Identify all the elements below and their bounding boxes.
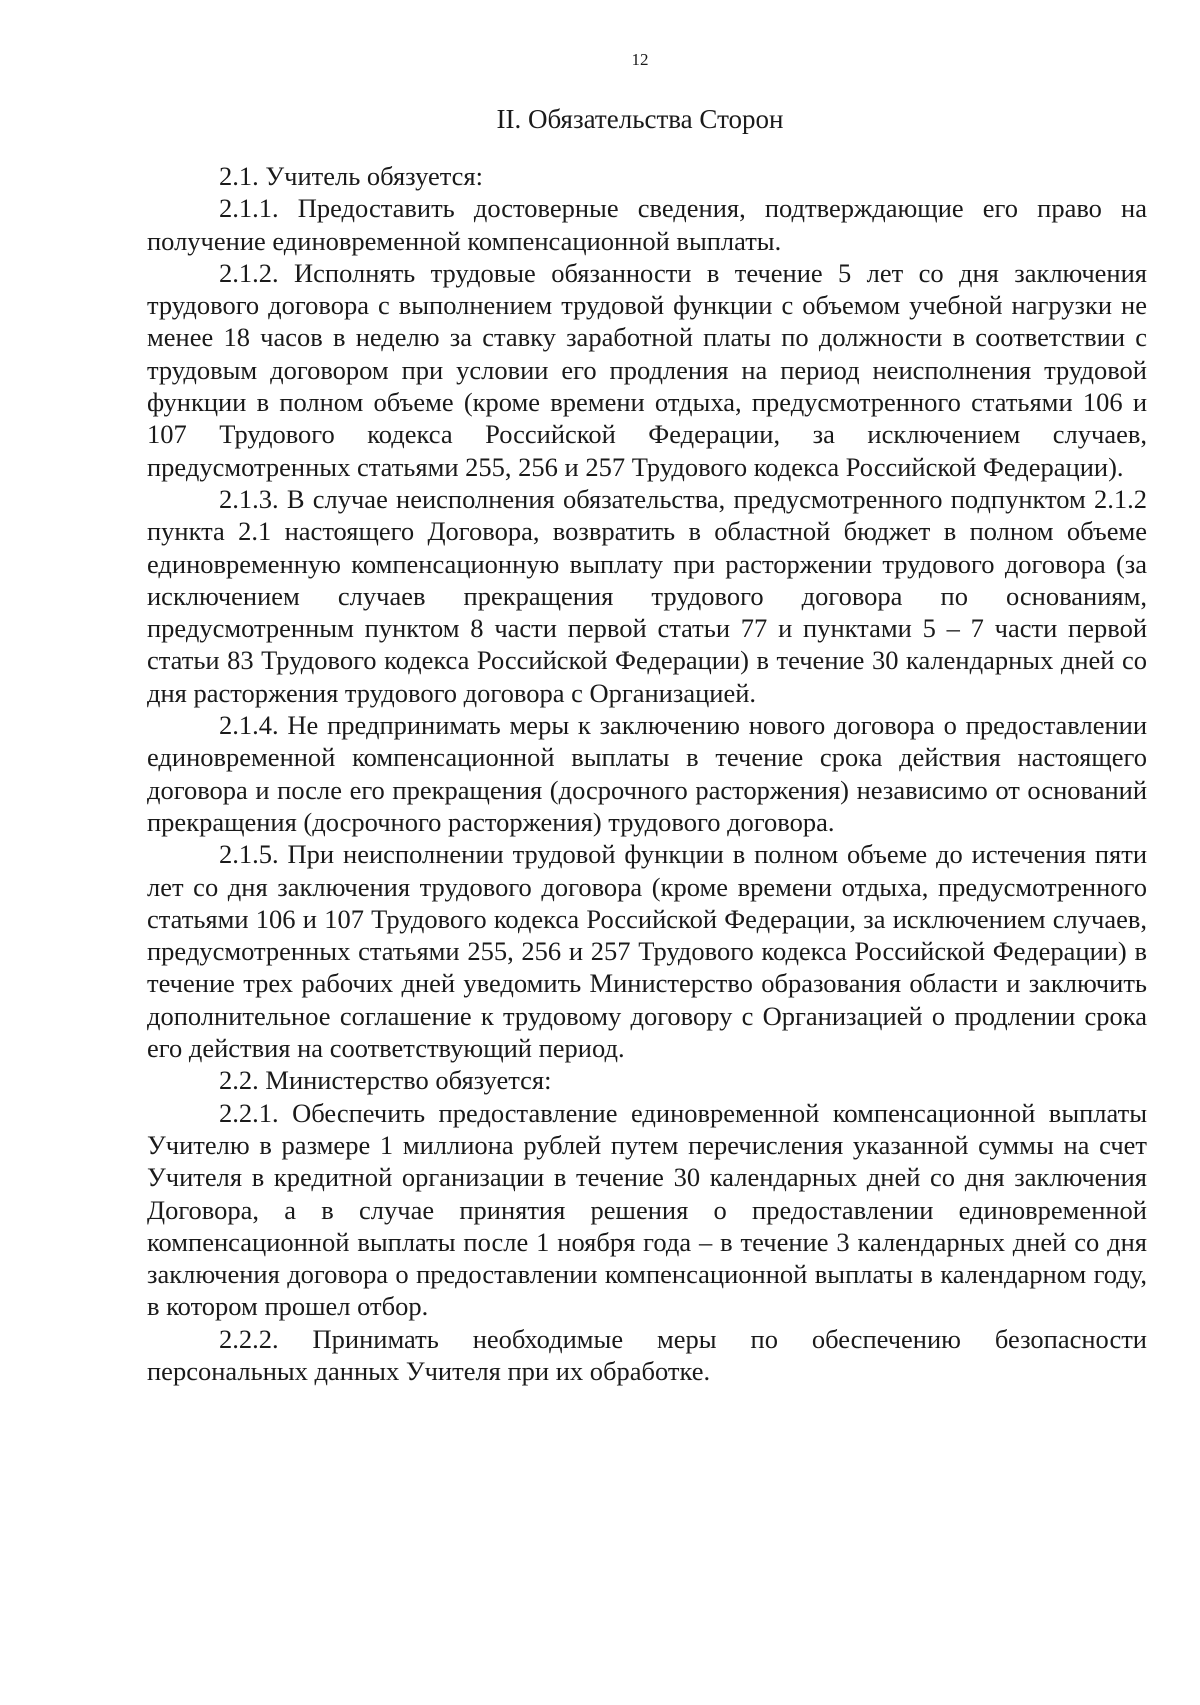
paragraph-2-1-1: 2.1.1. Предоставить достоверные сведения, подтверждающие его право на получение единовременной компенсационной выплаты. <box>147 193 1147 256</box>
paragraph-2-1-3: 2.1.3. В случае неисполнения обязательства, предусмотренного подпунктом 2.1.2 пункта 2.1 настоящего Договора, возвратить в областной бюджет в полном объеме единовременную компенсационную выплату при расторжении трудового договора (за исключением случаев прекращения трудового договора по основаниям, предусмотренным пунктом 8 части первой статьи 77 и пунктами 5 – 7 части первой статьи 83 Трудового кодекса Российской Федерации) в течение 30 календарных дней со дня расторжения трудового договора с Организацией. <box>147 483 1147 708</box>
paragraph-2-1-5: 2.1.5. При неисполнении трудовой функции в полном объеме до истечения пяти лет со дня заключения трудового договора (кроме времени отдыха, предусмотренного статьями 106 и 107 Трудового кодекса Российской Федерации, за исключением случаев, предусмотренных статьями 255, 256 и 257 Трудового кодекса Российской Федерации) в течение трех рабочих дней уведомить Министерство образования области и заключить дополнительное соглашение к трудовому договору с Организацией о продлении срока его действия на соответствующий период. <box>147 839 1147 1064</box>
paragraph-2-2-1: 2.2.1. Обеспечить предоставление единовременной компенсационной выплаты Учителю в размере 1 миллиона рублей путем перечисления указанной суммы на счет Учителя в кредитной организации в течение 30 календарных дней со дня заключения Договора, а в случае принятия решения о предоставлении единовременной компенсационной выплаты после 1 ноября года – в течение 3 календарных дней со дня заключения договора о предоставлении компенсационной выплаты в календарном году, в котором прошел отбор. <box>147 1097 1147 1322</box>
section-title: II. Обязательства Сторон <box>496 104 784 134</box>
paragraph-2-1-2: 2.1.2. Исполнять трудовые обязанности в течение 5 лет со дня заключения трудового договора с выполнением трудовой функции с объемом учебной нагрузки не менее 18 часов в неделю за ставку заработной платы по должности в соответствии с трудовым договором при условии его продления на период неисполнения трудовой функции в полном объеме (кроме времени отдыха, предусмотренного статьями 106 и 107 Трудового кодекса Российской Федерации, за исключением случаев, предусмотренных статьями 255, 256 и 257 Трудового кодекса Российской Федерации). <box>147 257 1147 482</box>
paragraph-2-1: 2.1. Учитель обязуется: <box>219 161 483 191</box>
paragraph-2-1-4: 2.1.4. Не предпринимать меры к заключению нового договора о предоставлении единовременной компенсационной выплаты в течение срока действия настоящего договора и после его прекращения (досрочного расторжения) независимо от оснований прекращения (досрочного расторжения) трудового договора. <box>147 710 1147 837</box>
document-body <box>147 160 1147 1387</box>
page-number: 12 <box>631 50 649 69</box>
paragraph-2-2: 2.2. Министерство обязуется: <box>219 1065 552 1096</box>
paragraph-2-2-2: 2.2.2. Принимать необходимые меры по обеспечению безопасности персональных данных Учителя при их обработке. <box>147 1323 1147 1386</box>
